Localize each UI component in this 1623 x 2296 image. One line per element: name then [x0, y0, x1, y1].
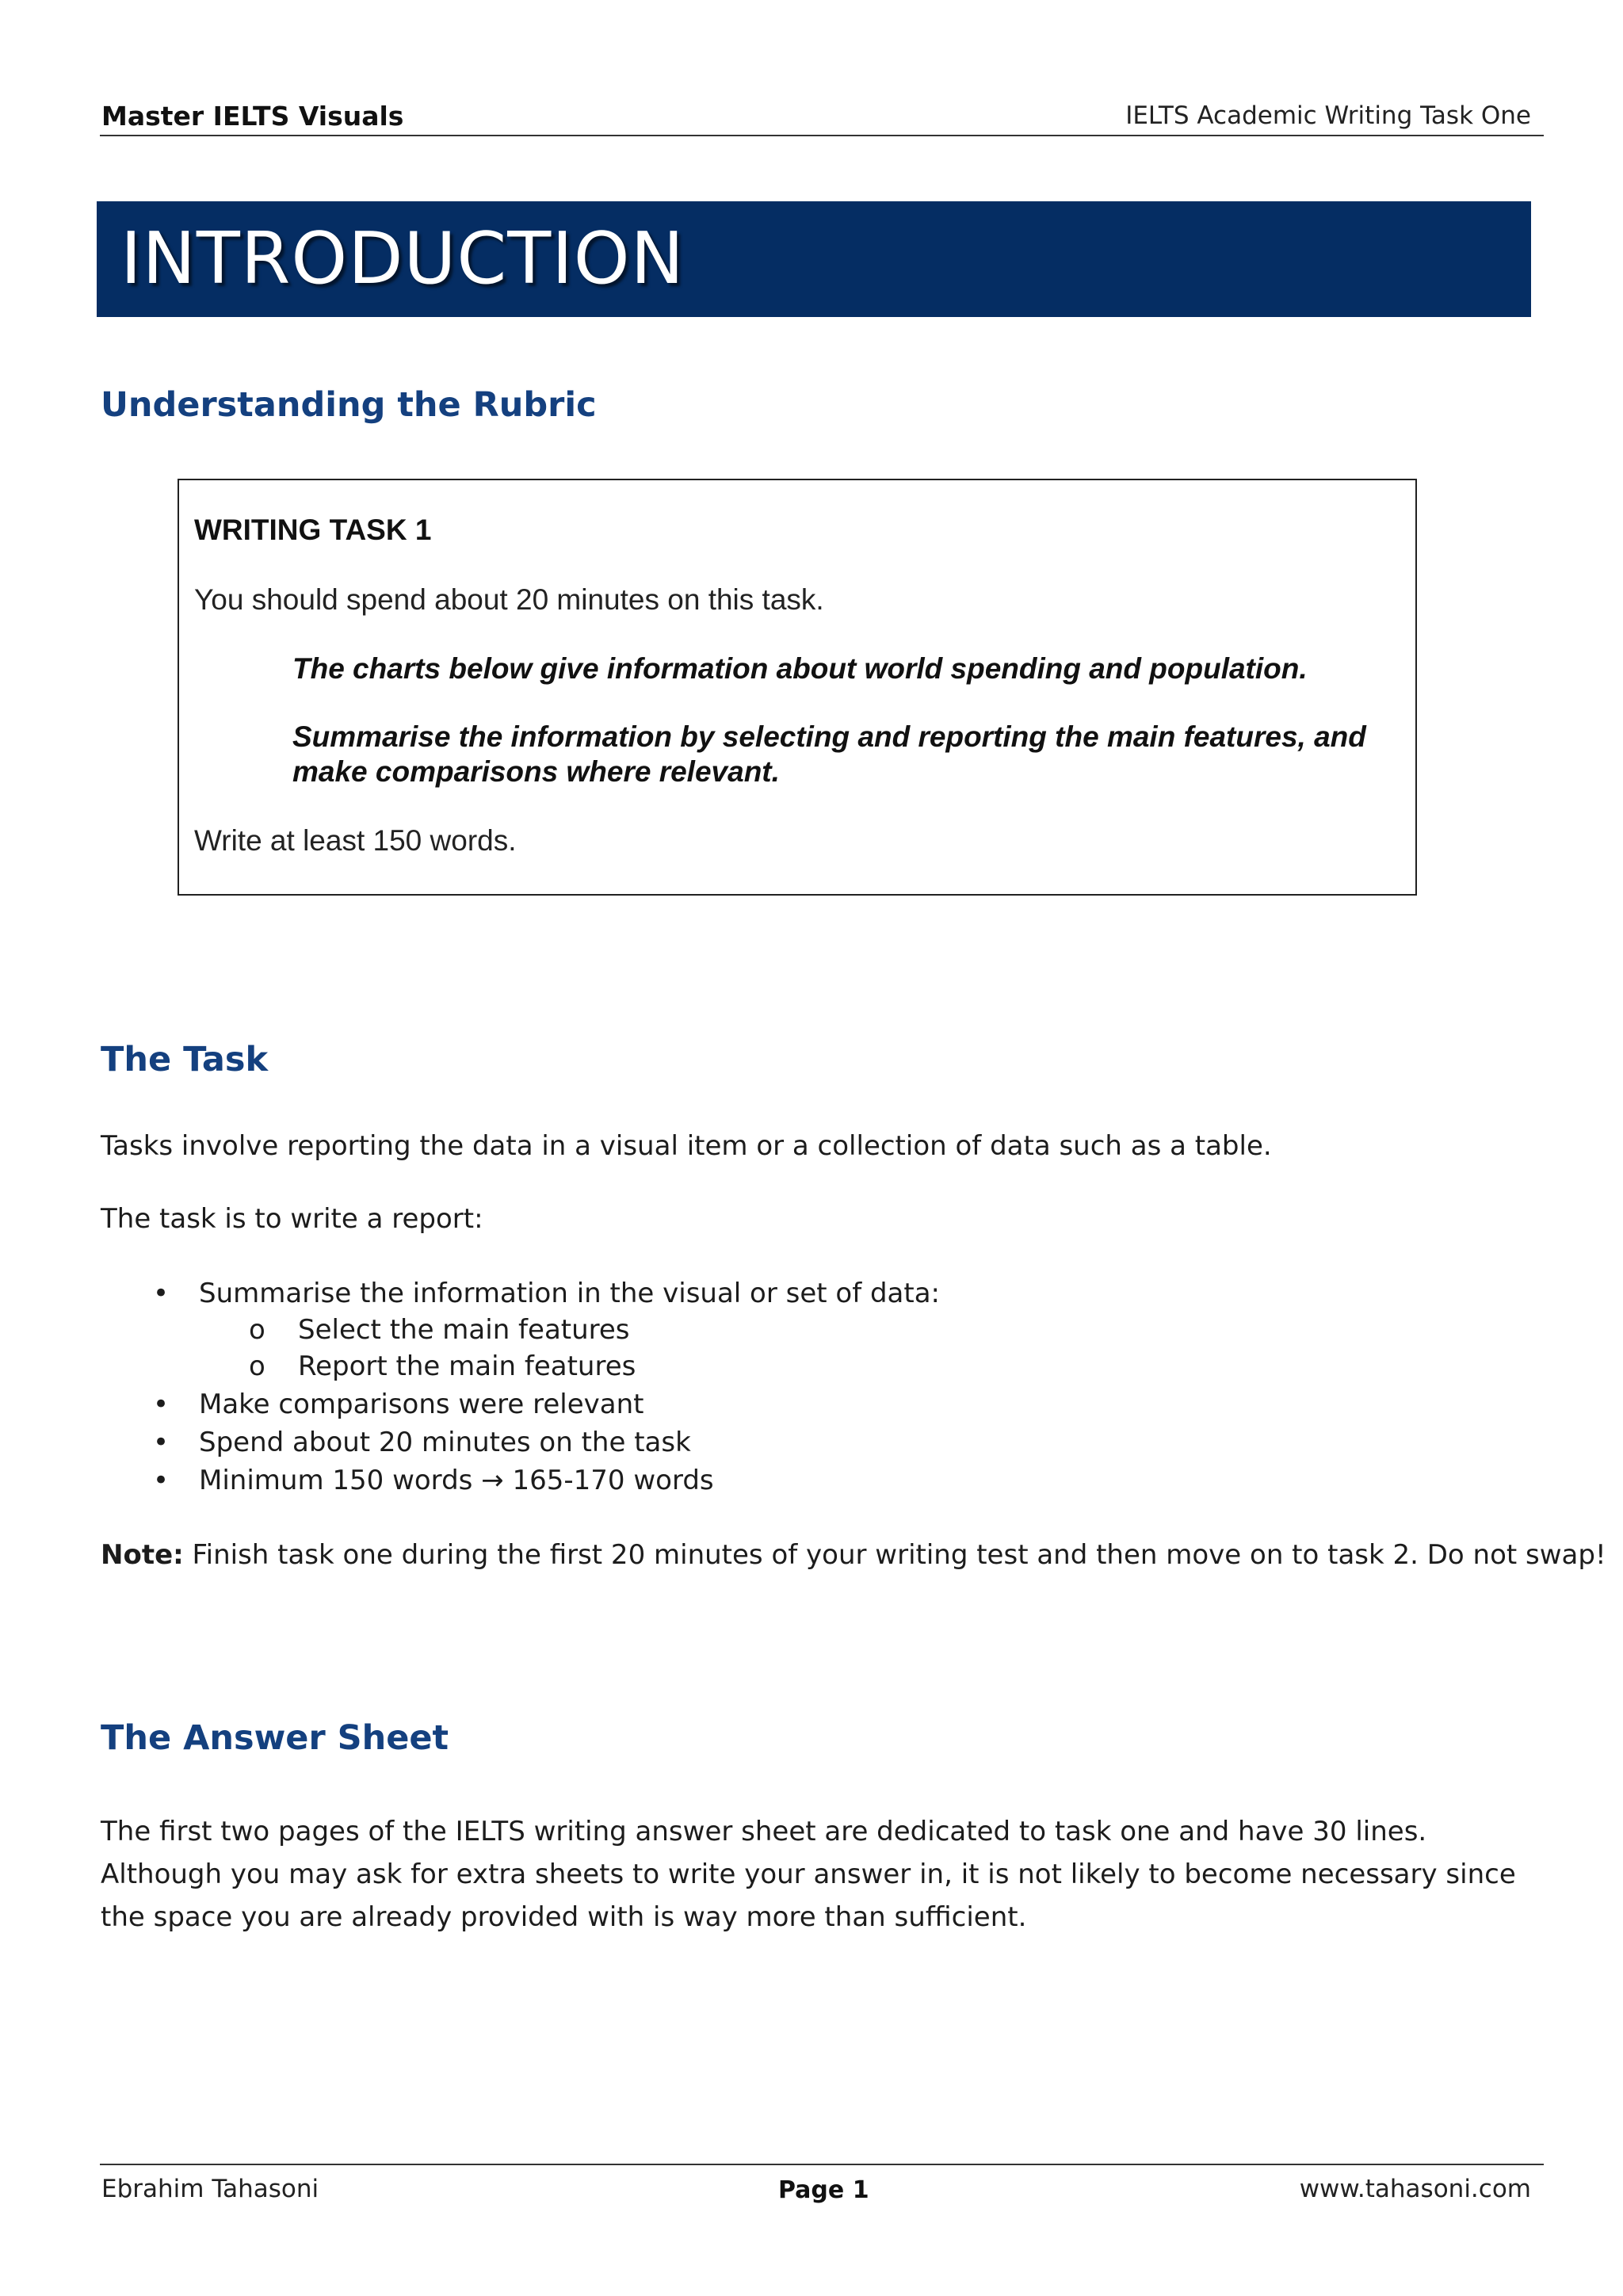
list-item-text: Make comparisons were relevant: [199, 1389, 644, 1420]
rubric-box: [178, 479, 1417, 896]
answer-sheet-paragraph: The first two pages of the IELTS writing answer sheet are dedicated to task one and have 30 lines. Although you may ask for extra sheets to write your answer in, it is not likely to become necessary since the space you are already provided with is way more than sufficient.: [101, 1816, 1516, 1933]
note-paragraph: [101, 1539, 1606, 1571]
circle-bullet-icon: o: [249, 1350, 265, 1382]
sub-list-item: [249, 1314, 630, 1346]
sub-list-item-text: Select the main features: [298, 1314, 630, 1346]
page-header: [100, 97, 1544, 136]
bullet-icon: •: [153, 1465, 170, 1496]
list-item: [153, 1389, 644, 1420]
chapter-title: INTRODUCTION: [120, 217, 685, 300]
note-text: Finish task one during the first 20 minutes of your writing test and then move on to task 2. Do not swap!: [183, 1539, 1606, 1571]
rubric-summarise-instruction: Summarise the information by selecting and reporting the main features, and make comparisons where relevant.: [292, 720, 1366, 788]
list-item: [153, 1465, 714, 1496]
list-item: [153, 1278, 941, 1309]
bullet-icon: •: [153, 1427, 170, 1458]
rubric-title: WRITING TASK 1: [194, 514, 432, 546]
sub-list-item: [249, 1350, 636, 1382]
section-heading-task: The Task: [101, 1040, 269, 1079]
rubric-chart-description: The charts below give information about world spending and population.: [292, 652, 1308, 685]
section-heading-rubric: Understanding the Rubric: [101, 385, 597, 425]
header-book-title: Master IELTS Visuals: [101, 101, 404, 132]
list-item: [153, 1427, 691, 1458]
footer-page-number: Page 1: [778, 2176, 869, 2204]
note-label: Note:: [101, 1539, 184, 1571]
section-heading-answer-sheet: The Answer Sheet: [101, 1718, 449, 1758]
rubric-time-instruction: You should spend about 20 minutes on this task.: [194, 583, 824, 616]
footer-website: www.tahasoni.com: [1299, 2175, 1531, 2203]
bullet-icon: •: [153, 1389, 170, 1420]
circle-bullet-icon: o: [249, 1314, 265, 1346]
task-paragraph: Tasks involve reporting the data in a visual item or a collection of data such as a table.: [101, 1130, 1272, 1162]
bullet-icon: •: [153, 1278, 170, 1309]
page-footer: [100, 2164, 1544, 2213]
header-section-title: IELTS Academic Writing Task One: [1125, 101, 1531, 130]
list-item-text: Minimum 150 words → 165-170 words: [199, 1465, 714, 1496]
sub-list-item-text: Report the main features: [298, 1350, 636, 1382]
task-report-intro: The task is to write a report:: [101, 1203, 483, 1235]
rubric-word-count: Write at least 150 words.: [194, 824, 517, 857]
footer-author: Ebrahim Tahasoni: [101, 2175, 319, 2203]
chapter-banner: [97, 201, 1531, 317]
list-item-text: Spend about 20 minutes on the task: [199, 1427, 691, 1458]
list-item-text: Summarise the information in the visual or set of data:: [199, 1278, 941, 1309]
